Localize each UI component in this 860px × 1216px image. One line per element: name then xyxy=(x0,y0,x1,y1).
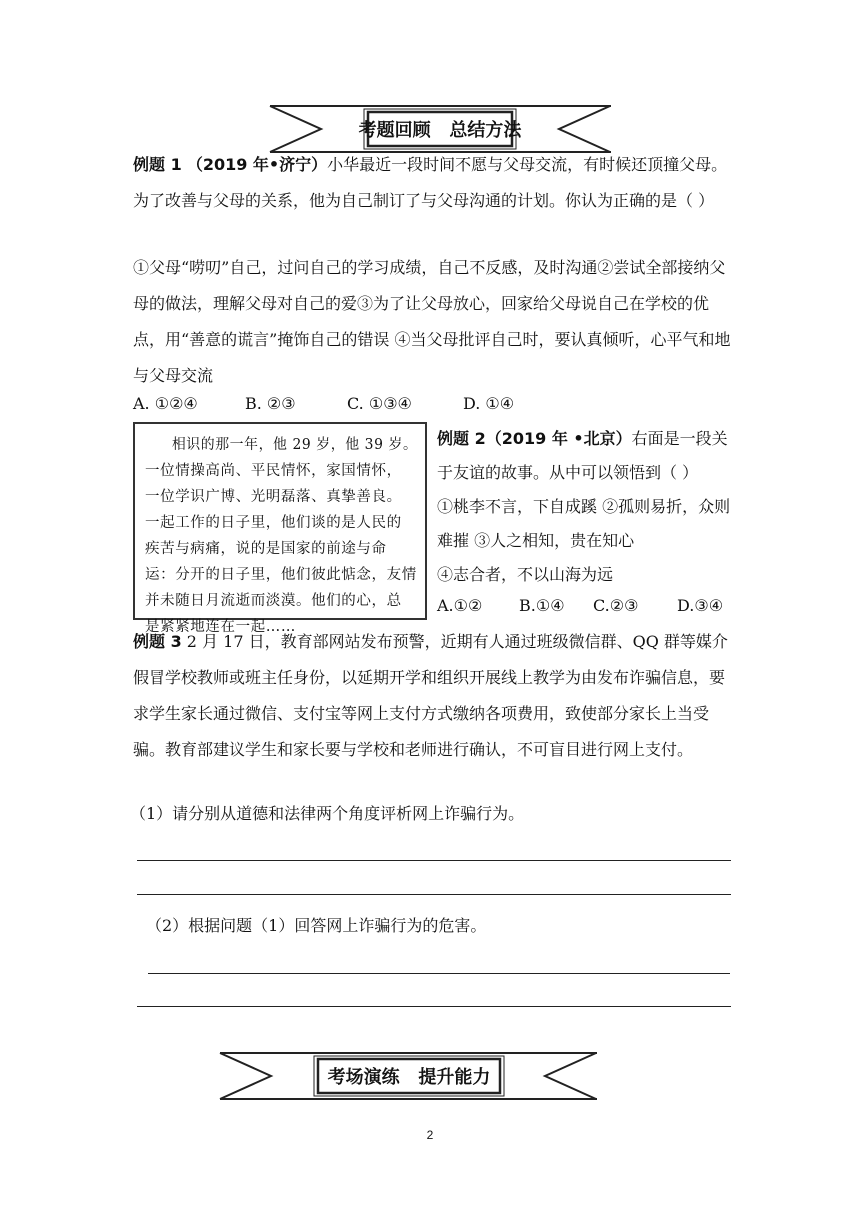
letter-line: 并未随日月流逝而淡漠。他们的心，总 xyxy=(145,593,402,609)
example-3-passage xyxy=(133,624,731,768)
option-c: C.②③ xyxy=(593,596,639,615)
question-1: （1）请分别从道德和法律两个角度评析网上诈骗行为。 xyxy=(130,804,525,823)
example-1-text: 小华最近一段时间不愿与父母交流，有时候还顶撞父母。为了改善与父母的关系，他为自己制订了与父母沟通的计划。你认为正确的是（ ） xyxy=(133,155,728,210)
banner-title: 考场演练 提升能力 xyxy=(327,1067,491,1088)
example-1-question xyxy=(133,147,731,219)
letter-line: 一起工作的日子里，他们谈的是人民的 xyxy=(145,515,402,531)
question-2: （2）根据问题（1）回答网上诈骗行为的危害。 xyxy=(146,916,487,935)
option-d: D. ①④ xyxy=(463,394,515,413)
page-number: 2 xyxy=(426,1128,434,1142)
example-2-source: （2019 年 •北京） xyxy=(485,429,632,448)
example-1-options xyxy=(133,389,733,419)
example-2-question xyxy=(437,422,737,490)
handwritten-letter-image xyxy=(133,422,427,635)
answer-line[interactable] xyxy=(148,973,730,974)
option-a: A. ①②④ xyxy=(133,394,198,413)
example-2-statements: ①桃李不言，下自成蹊 ②孤则易折，众则难摧 ③人之相知，贵在知心 xyxy=(437,497,731,550)
example-1-source: （2019 年•济宁） xyxy=(186,155,328,174)
answer-line[interactable] xyxy=(137,860,731,861)
example-3-text: 2 月 17 日，教育部网站发布预警，近期有人通过班级微信群、QQ 群等媒介假冒学校教师或班主任身份，以延期开学和组织开展线上教学为由发布诈骗信息，要求学生家长通过微信、支付宝等网上支付方式缴纳各项费用，致使部分家长上当受骗。教育部建议学生和家长要与学校和老师进行确认，不可盲目进行网上支付。 xyxy=(133,632,728,759)
banner-title: 考题回顾 总结方法 xyxy=(358,120,522,141)
letter-line: 一位学识广博、光明磊落、真挚善良。 xyxy=(145,489,402,505)
letter-line: 一位情操高尚、平民情怀，家国情怀， xyxy=(145,463,402,479)
letter-line: 疾苦与病痛，说的是国家的前途与命 xyxy=(145,541,387,557)
section-banner-practice xyxy=(219,1051,597,1101)
option-d: D.③④ xyxy=(677,596,724,615)
example-2-label: 例题 2 xyxy=(437,429,486,448)
example-2-statement-4: ④志合者，不以山海为远 xyxy=(437,565,614,584)
answer-line[interactable] xyxy=(137,894,731,895)
option-b: B. ②③ xyxy=(245,394,296,413)
example-1-label: 例题 1 xyxy=(133,155,182,174)
example-1-statements: ①父母“唠叨”自己，过问自己的学习成绩，自己不反感，及时沟通②尝试全部接纳父母的做法，理解父母对自己的爱③为了让父母放心，回家给父母说自己在学校的优点，用“善意的谎言”掩饰自己的错误 ④当父母批评自己时，要认真倾听，心平气和地与父母交流 xyxy=(133,258,731,385)
option-c: C. ①③④ xyxy=(347,394,412,413)
example-2-text: 右面是一段关于友谊的故事。从中可以领悟到（ ） xyxy=(437,429,728,482)
option-a: A.①② xyxy=(437,596,483,615)
option-b: B.①④ xyxy=(519,596,565,615)
example-2-options xyxy=(437,591,737,621)
example-3-label: 例题 3 xyxy=(133,632,182,651)
answer-line[interactable] xyxy=(137,1006,731,1007)
letter-line: 相识的那一年，他 29 岁，他 39 岁。 xyxy=(171,437,418,453)
letter-line: 是紧紧地连在一起…… xyxy=(145,619,296,635)
letter-line: 运：分开的日子里，他们彼此惦念，友情 xyxy=(145,567,417,583)
